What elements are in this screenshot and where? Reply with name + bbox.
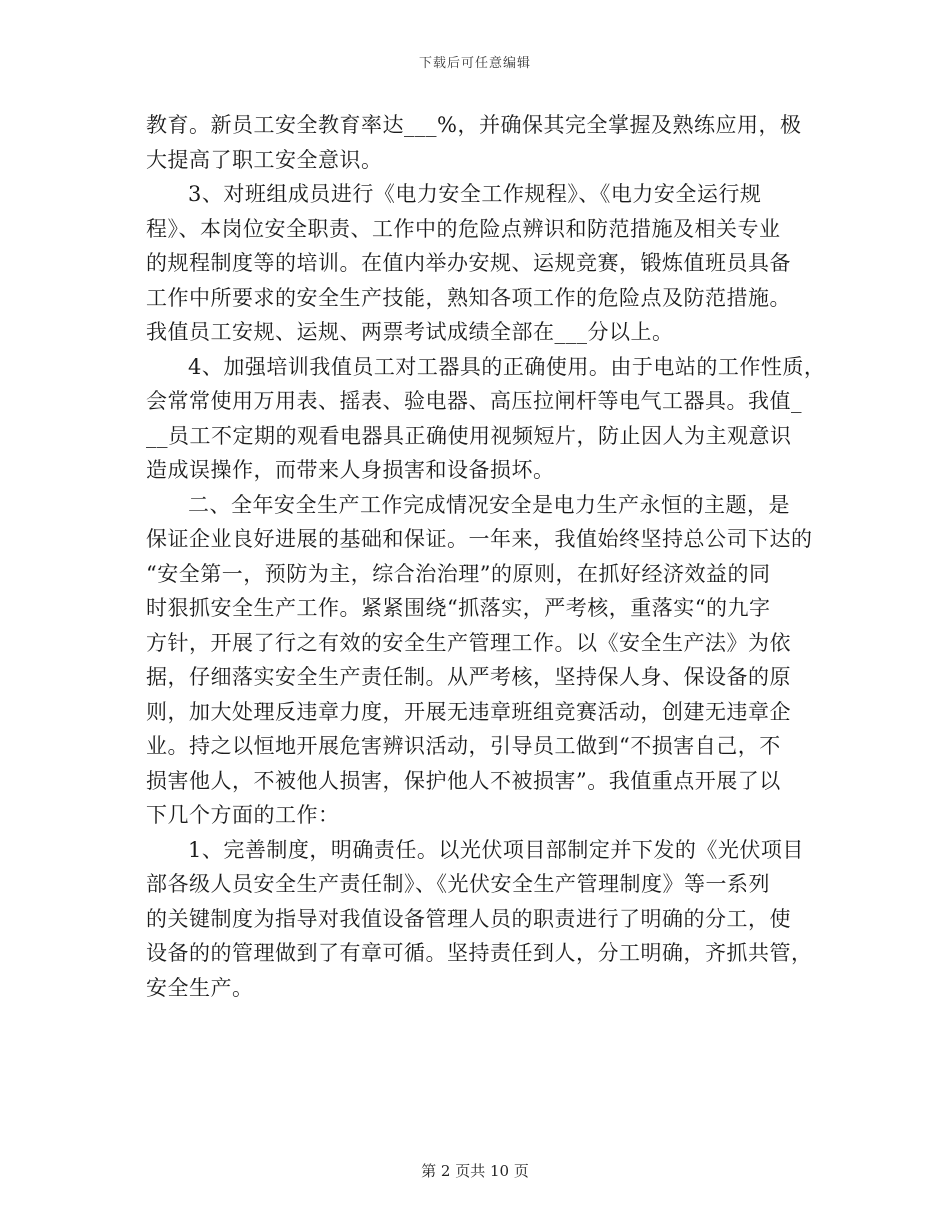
paragraph-start-line: 1、完善制度，明确责任。以光伏项目部制定并下发的《光伏项目 — [188, 837, 804, 862]
text-line: __员工不定期的观看电器具正确使用视频短片，防止因人为主观意识 — [146, 423, 792, 448]
paragraph-start-line: 二、全年安全生产工作完成情况安全是电力生产永恒的主题，是 — [188, 492, 790, 517]
text-line: 会常常使用万用表、摇表、验电器、高压拉闸杆等电气工器具。我值_ — [146, 389, 802, 413]
text-line: 工作中所要求的安全生产技能，熟知各项工作的危险点及防范措施。 — [146, 285, 791, 310]
page-header-note: 下载后可任意编辑 — [418, 56, 531, 71]
text-line: 的关键制度为指导对我值设备管理人员的职责进行了明确的分工，使 — [146, 906, 791, 931]
text-line: 保证企业良好进展的基础和保证。一年来，我值始终坚持总公司下达的 — [146, 527, 813, 551]
text-line: 方针，开展了行之有效的安全生产管理工作。以《安全生产法》为依 — [146, 630, 791, 655]
text-line: 损害他人，不被他人损害，保护他人不被损害”。我值重点开展了以 — [146, 768, 781, 793]
paragraph-start-line: 3、对班组成员进行《电力安全工作规程》、《电力安全运行规 — [188, 182, 762, 206]
text-line: “安全第一，预防为主，综合治治理”的原则，在抓好经济效益的同 — [146, 561, 771, 586]
text-line: 的规程制度等的培训。在值内举办安规、运规竞赛，锻炼值班员具备 — [146, 251, 791, 275]
text-line: 业。持之以恒地开展危害辨识活动，引导员工做到“不损害自己，不 — [146, 734, 781, 758]
text-line: 程》、本岗位安全职责、工作中的危险点辨识和防范措施及相关专业 — [146, 216, 781, 241]
text-line: 我值员工安规、运规、两票考试成绩全部在___分以上。 — [146, 320, 674, 344]
page-number: 第 2 页共 10 页 — [421, 1162, 529, 1180]
text-line: 时狠抓安全生产工作。紧紧围绕“抓落实，严考核，重落实“的九字 — [146, 596, 771, 620]
text-line: 则，加大处理反违章力度，开展无违章班组竞赛活动，创建无违章企 — [146, 699, 791, 724]
text-line: 造成误操作，而带来人身损害和设备损坏。 — [146, 458, 555, 482]
paragraph-start-line: 4、加强培训我值员工对工器具的正确使用。由于电站的工作性质， — [188, 354, 826, 379]
text-line: 教育。新员工安全教育率达___%，并确保其完全掌握及熟练应用，极 — [146, 113, 802, 137]
text-line: 部各级人员安全生产责任制》、《光伏安全生产管理制度》等一系列 — [146, 872, 770, 896]
text-line: 据，仔细落实安全生产责任制。从严考核，坚持保人身、保设备的原 — [146, 665, 791, 689]
text-line: 下几个方面的工作： — [146, 803, 340, 827]
document-body — [146, 108, 826, 1005]
text-line: 设备的的管理做到了有章可循。坚持责任到人，分工明确，齐抓共管， — [146, 941, 813, 965]
text-line: 安全生产。 — [146, 975, 254, 1000]
text-line: 大提高了职工安全意识。 — [146, 147, 383, 172]
